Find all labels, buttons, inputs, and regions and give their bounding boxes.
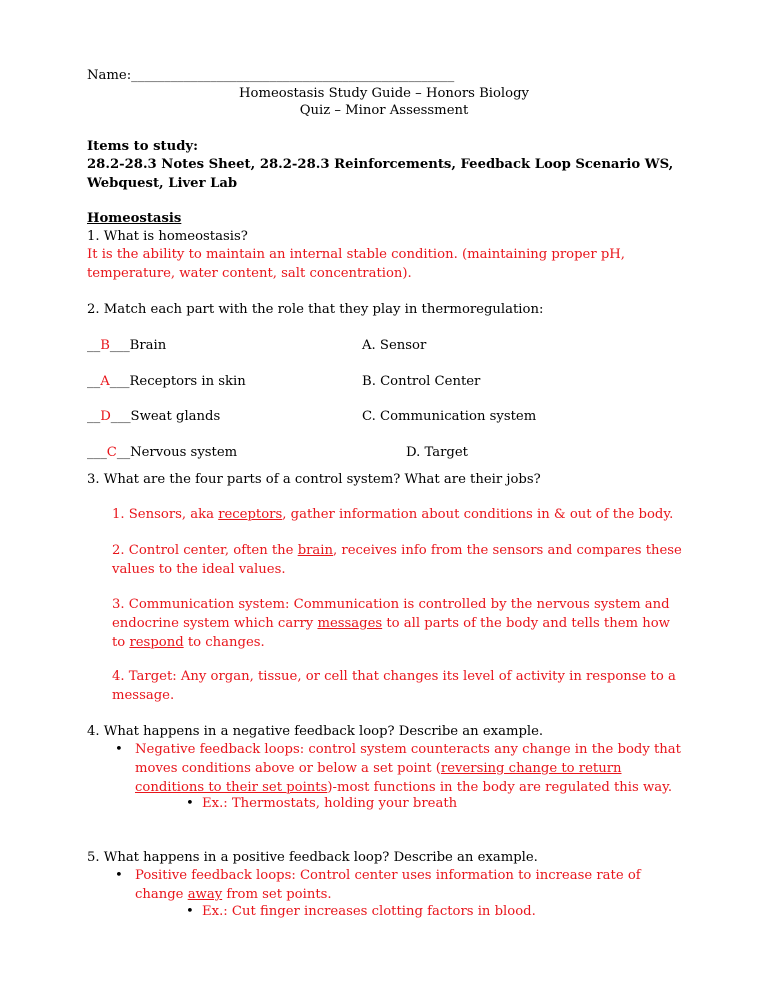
match-row: ___C__Nervous system [87, 445, 238, 460]
q3-answer-4: 4. Target: Any organ, tissue, or cell that changes its level of activity in response to a message. [112, 669, 676, 703]
items-heading: Items to study: [87, 139, 198, 154]
q4-answer: Negative feedback loops: control system counteracts any change in the body that moves conditions above or below a set point (reversing change to return conditions to their set points)-most functions in the body are regulated this way. [135, 742, 681, 795]
q1-question: 1. What is homeostasis? [87, 229, 248, 244]
name-line: Name:_________________________________________________ [87, 68, 455, 83]
match-row: __A___Receptors in skin [87, 374, 246, 389]
bullet-icon: • [115, 868, 123, 883]
match-row: __D___Sweat glands [87, 409, 221, 424]
match-option: A. Sensor [362, 338, 427, 353]
section-title: Homeostasis [87, 211, 182, 226]
q3-answer-3: 3. Communication system: Communication is controlled by the nervous system and endocrine system which carry messages to all parts of the body and tells them how to respond to changes. [112, 597, 670, 650]
q3-answer-1: 1. Sensors, aka receptors, gather information about conditions in & out of the body. [112, 507, 674, 522]
q5-question: 5. What happens in a positive feedback loop? Describe an example. [87, 850, 538, 865]
q3-question: 3. What are the four parts of a control system? What are their jobs? [87, 472, 541, 487]
match-answer: B [100, 338, 110, 353]
q1-answer: It is the ability to maintain an internal stable condition. (maintaining proper pH, temperature, water content, salt concentration). [87, 247, 625, 281]
match-answer: A [100, 374, 110, 389]
match-option: B. Control Center [362, 374, 481, 389]
q5-answer: Positive feedback loops: Control center uses information to increase rate of change away from set points. [135, 868, 641, 902]
q5-example: Ex.: Cut finger increases clotting factors in blood. [202, 904, 536, 919]
match-option: D. Target [406, 445, 468, 460]
q2-question: 2. Match each part with the role that they play in thermoregulation: [87, 302, 544, 317]
document-subtitle: Quiz – Minor Assessment [299, 103, 469, 118]
match-option: C. Communication system [362, 409, 537, 424]
match-answer: D [100, 409, 111, 424]
q4-example: Ex.: Thermostats, holding your breath [202, 796, 458, 811]
items-list: 28.2-28.3 Notes Sheet, 28.2-28.3 Reinforcements, Feedback Loop Scenario WS, Webquest, Liver Lab [87, 157, 674, 191]
bullet-icon: • [186, 796, 194, 811]
q4-question: 4. What happens in a negative feedback loop? Describe an example. [87, 724, 544, 739]
match-row: __B___Brain [87, 338, 167, 353]
document-title: Homeostasis Study Guide – Honors Biology [239, 86, 529, 101]
match-answer: C [106, 445, 117, 460]
bullet-icon: • [115, 742, 123, 757]
q3-answer-2: 2. Control center, often the brain, receives info from the sensors and compares these values to the ideal values. [112, 543, 682, 577]
bullet-icon: • [186, 904, 194, 919]
